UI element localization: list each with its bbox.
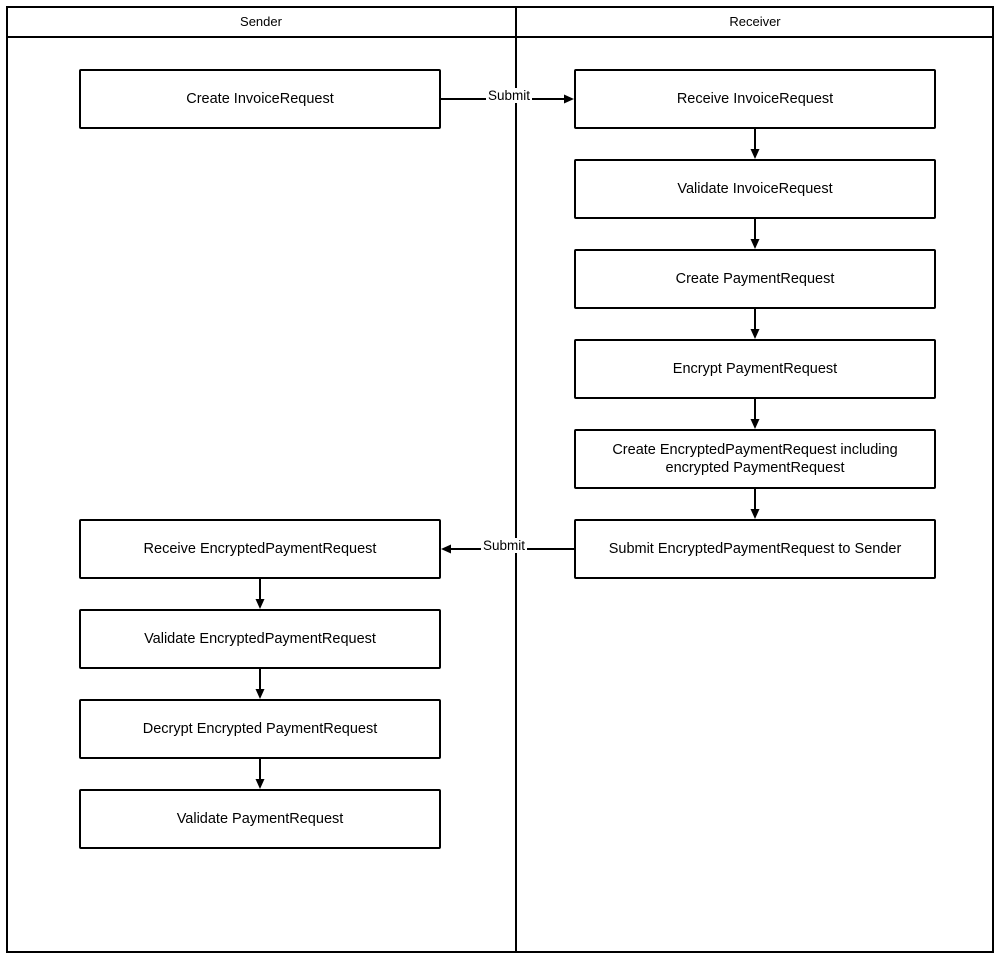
node-create-paymentrequest[interactable]: Create PaymentRequest <box>574 249 936 309</box>
arrow-receive-to-validate-encryptedpaymentrequest <box>250 579 270 609</box>
lane-header-sender: Sender <box>6 6 516 38</box>
lane-divider <box>515 6 517 953</box>
arrow-encrypt-to-create-encryptedpaymentrequest <box>745 399 765 429</box>
node-validate-paymentrequest[interactable]: Validate PaymentRequest <box>79 789 441 849</box>
node-validate-invoicerequest[interactable]: Validate InvoiceRequest <box>574 159 936 219</box>
arrow-create-encryptedpaymentrequest-to-submit <box>745 489 765 519</box>
lane-header-receiver: Receiver <box>516 6 994 38</box>
node-submit-encryptedpaymentrequest-to-sender[interactable]: Submit EncryptedPaymentRequest to Sender <box>574 519 936 579</box>
arrow-validate-to-decrypt-encryptedpaymentrequest <box>250 669 270 699</box>
edge-label-submit-encryptedpaymentrequest: Submit <box>483 538 526 553</box>
node-validate-encryptedpaymentrequest[interactable]: Validate EncryptedPaymentRequest <box>79 609 441 669</box>
node-receive-encryptedpaymentrequest[interactable]: Receive EncryptedPaymentRequest <box>79 519 441 579</box>
node-create-invoicerequest[interactable]: Create InvoiceRequest <box>79 69 441 129</box>
arrow-create-to-encrypt-paymentrequest <box>745 309 765 339</box>
arrow-decrypt-to-validate-paymentrequest <box>250 759 270 789</box>
node-encrypt-paymentrequest[interactable]: Encrypt PaymentRequest <box>574 339 936 399</box>
arrow-validate-invoicerequest-to-create-paymentrequest <box>745 219 765 249</box>
edge-label-submit-invoicerequest: Submit <box>488 88 531 103</box>
node-decrypt-encrypted-paymentrequest[interactable]: Decrypt Encrypted PaymentRequest <box>79 699 441 759</box>
node-create-encryptedpaymentrequest[interactable]: Create EncryptedPaymentRequest including encrypted PaymentRequest <box>574 429 936 489</box>
arrow-receive-to-validate-invoicerequest <box>745 129 765 159</box>
node-receive-invoicerequest[interactable]: Receive InvoiceRequest <box>574 69 936 129</box>
